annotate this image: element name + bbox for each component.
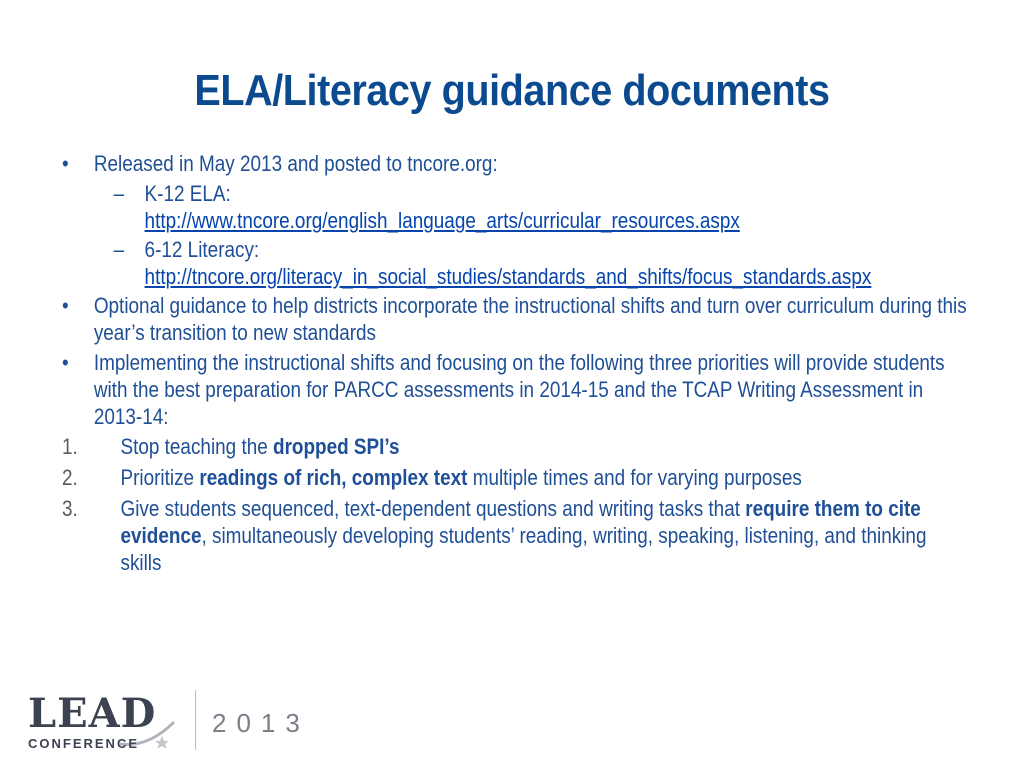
item-bold-text: readings of rich, complex text [199, 465, 468, 490]
bullet-optional-guidance [62, 292, 972, 346]
item-text: Prioritize [120, 465, 200, 490]
literacy-link[interactable]: http://tncore.org/literacy_in_social_studies/standards_and_shifts/focus_standards.aspx [144, 264, 872, 289]
bullet-text: Implementing the instructional shifts and focusing on the following three priorities will provide students with the best preparation for PARCC assessments in 2014-15 and the TCAP Writing Assessment in 2013-14: [93, 350, 945, 429]
bullet-implementing [62, 349, 972, 430]
bullet-icon: • [62, 350, 69, 375]
bullet-released [62, 150, 972, 177]
footer [0, 680, 1024, 768]
item-bold-text: dropped SPI’s [273, 434, 400, 459]
footer-year: 2013 [212, 708, 310, 738]
bullet-icon: • [62, 151, 69, 176]
footer-divider [195, 690, 196, 750]
k12-ela-link[interactable]: http://www.tncore.org/english_language_arts/curricular_resources.aspx [144, 208, 740, 233]
lead-logo: LEAD [28, 690, 157, 737]
item-text: , simultaneously developing students’ reading, writing, speaking, listening, and thinking skills [120, 523, 927, 575]
sub-item-6-12-literacy [62, 236, 972, 290]
number-marker: 1. [62, 434, 78, 459]
item-bold-text: require them to cite evidence [120, 496, 921, 548]
logo-conference-text: CONFERENCE [28, 736, 140, 751]
item-text: Give students sequenced, text-dependent questions and writing tasks that [120, 496, 746, 521]
number-marker: 3. [62, 496, 78, 521]
bullet-text: Released in May 2013 and posted to tncore.org: [93, 151, 498, 176]
numbered-item-3 [62, 495, 972, 576]
bullet-text: Optional guidance to help districts incorporate the instructional shifts and turn over curriculum during this year’s transition to new standards [93, 293, 967, 345]
sub-item-label: 6-12 Literacy: [144, 237, 260, 262]
dash-icon: – [113, 181, 125, 206]
number-marker: 2. [62, 465, 78, 490]
slide-content [62, 150, 972, 580]
item-text: multiple times and for varying purposes [467, 465, 802, 490]
item-text: Stop teaching the [120, 434, 274, 459]
dash-icon: – [113, 237, 125, 262]
sub-item-k12-ela [62, 180, 972, 234]
numbered-item-1 [62, 433, 972, 460]
slide-title: ELA/Literacy guidance documents [194, 66, 830, 115]
sub-item-label: K-12 ELA: [144, 181, 231, 206]
numbered-item-2 [62, 464, 972, 491]
bullet-icon: • [62, 293, 69, 318]
